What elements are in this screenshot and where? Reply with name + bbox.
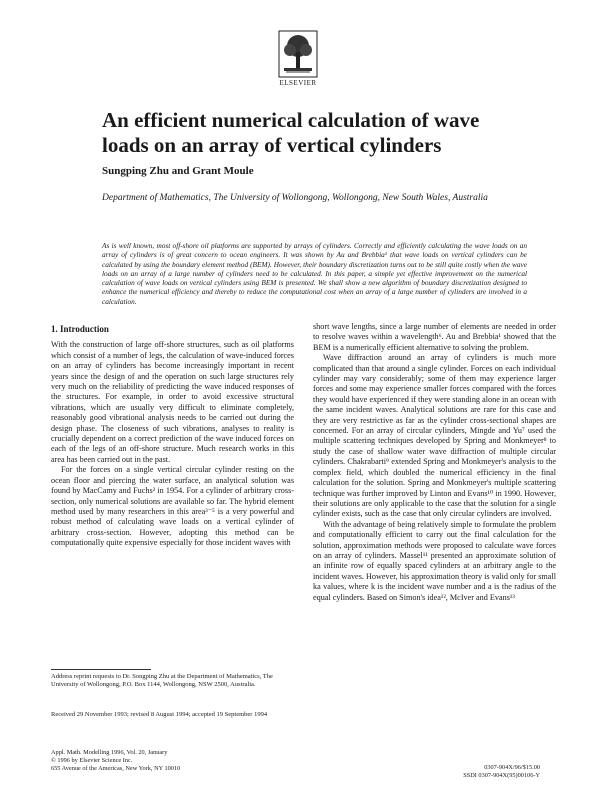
- journal-info: [51, 749, 296, 772]
- left-column: [51, 324, 294, 549]
- author-affiliation: Department of Mathematics, The University of Wollongong, Wollongong, New South Wales, Australia: [102, 193, 488, 203]
- issn-code: 0307-904X/96/$15.00: [484, 764, 540, 771]
- paragraph: short wave lengths, since a large number of elements are needed in order to resolve waves within a wavelength⁶. Au and Brebbia¹ showed that the BEM is a numerically efficient alternative to solving the problem.: [313, 322, 556, 352]
- ssdi-code: SSDI 0307-904X(95)00106-Y: [463, 771, 540, 779]
- right-column: [313, 322, 556, 603]
- paragraph: With the construction of large off-shore structures, such as oil platforms which consist of a number of legs, the calculation of wave-induced forces on an array of cylinders has become increasingly important in recent years since the design of and the operation on such large structures rely very much on the reliability of predicting the wave induced responses of the structures. For example, in order to avoid excessive structural vibrations, which are usually very difficult to eliminate completely, reasonably good vibrational analysis needs to be carried out during the design phase. The closeness of such vibrations, analyses to reality is crucially dependent on a correct prediction of the wave induced forces on each of the legs of an off-shore structure. Much research works in this area has been carried out in the past.: [51, 340, 294, 464]
- footnote-divider: [51, 669, 151, 670]
- publisher-logo: [268, 30, 328, 94]
- paper-authors: Sungping Zhu and Grant Moule: [102, 165, 254, 177]
- paragraph: Wave diffraction around an array of cylinders is much more complicated than that around a single cylinder. Forces on each individual cylinder may vary considerably; some of them may experience larger forces and some may experience smaller forces compared with the forces they would have experienced if they were standing alone in an ocean with the same incident waves. Analytical solutions are rare for this case and they are very restrictive as far as the cylinder cross-sectional shapes are concerned. For an array of circular cylinders, Mingde and Yu⁷ used the multiple scattering techniques developed by Spring and Monkmeyer⁸ to study the case of shallow water wave diffraction of multiple circular cylinders. Chakrabarti⁹ extended Spring and Monkmeyer's analysis to the complex field, which doubled the numerical efficiency in the final calculation for the solution. Spring and Monkmeyer's multiple scattering technique was further improved by Linton and Evans¹⁰ in 1990. However, their solutions are only applicable to the case that the solution for a single cylinder exists, such as the case that only circular cylinders are involved.: [313, 353, 556, 519]
- journal-citation: Appl. Math. Modelling 1996, Vol. 20, January: [51, 749, 168, 756]
- received-dates: Received 29 November 1993; revised 8 August 1994; accepted 19 September 1994: [51, 711, 268, 718]
- publisher-address: 655 Avenue of the Americas, New York, NY 10010: [51, 764, 181, 772]
- abstract: As is well known, most off-shore oil platforms are supported by arrays of cylinders. Correctly and efficiently calculating the wave loads on an array of cylinders is of great concern to ocean engineers. It was shown by Au and Brebbia¹ that wave loads on vertical cylinders can be calculated by using the boundary element method (BEM). However, their boundary discretization turns out to be still quite costly when the wave loads on an array of a large number of cylinders need to be calculated. In this paper, a simple yet effective improvement on the numerical calculation of wave loads on vertical cylinders using BEM is presented. We shall show a new algorithm of boundary discretization designed to enhance the numerical efficiency and thereby to reduce the computational cost when an array of a large number of cylinders are involved in a calculation.: [102, 241, 527, 306]
- paragraph: For the forces on a single vertical circular cylinder resting on the ocean floor and piercing the water surface, an analytical solution was found by MacCamy and Fuchs² in 1954. For a cylinder of arbitrary cross-section, only numerical solutions are available so far. The hybrid element method used by many researchers in this area³⁻⁵ is a very powerful and robust method of calculating wave loads on a vertical cylinder of arbitrary cross-section. However, adopting this method can be computationally quite expensive especially for those incident waves with: [51, 465, 294, 548]
- reprint-footnote: Address reprint requests to Dr. Songping Zhu at the Department of Mathematics, The University of Wollongong, P.O. Box 1144, Wollongong, NSW 2500, Australia.: [51, 673, 273, 689]
- elsevier-tree-logo: [278, 30, 318, 78]
- copyright-line: © 1996 by Elsevier Science Inc.: [51, 756, 133, 764]
- publisher-name: ELSEVIER: [279, 79, 317, 87]
- paragraph: With the advantage of being relatively simple to formulate the problem and computationally efficient to carry out the final calculation for the solution, approximation methods were proposed to calculate wave forces on an array of cylinders. Massel¹¹ presented an approximate solution of an infinite row of equally spaced cylinders at an arbitrary angle to the incident waves. However, his approximation theory is valid only for small ka values, where k is the incident wave number and a is the radius of the equal cylinders. Based on Simon's idea¹², McIver and Evans¹³: [313, 519, 556, 602]
- paper-title: An efficient numerical calculation of wave loads on an array of vertical cylinders: [102, 108, 480, 157]
- article-codes: [400, 764, 540, 780]
- section-heading: 1. Introduction: [51, 324, 109, 334]
